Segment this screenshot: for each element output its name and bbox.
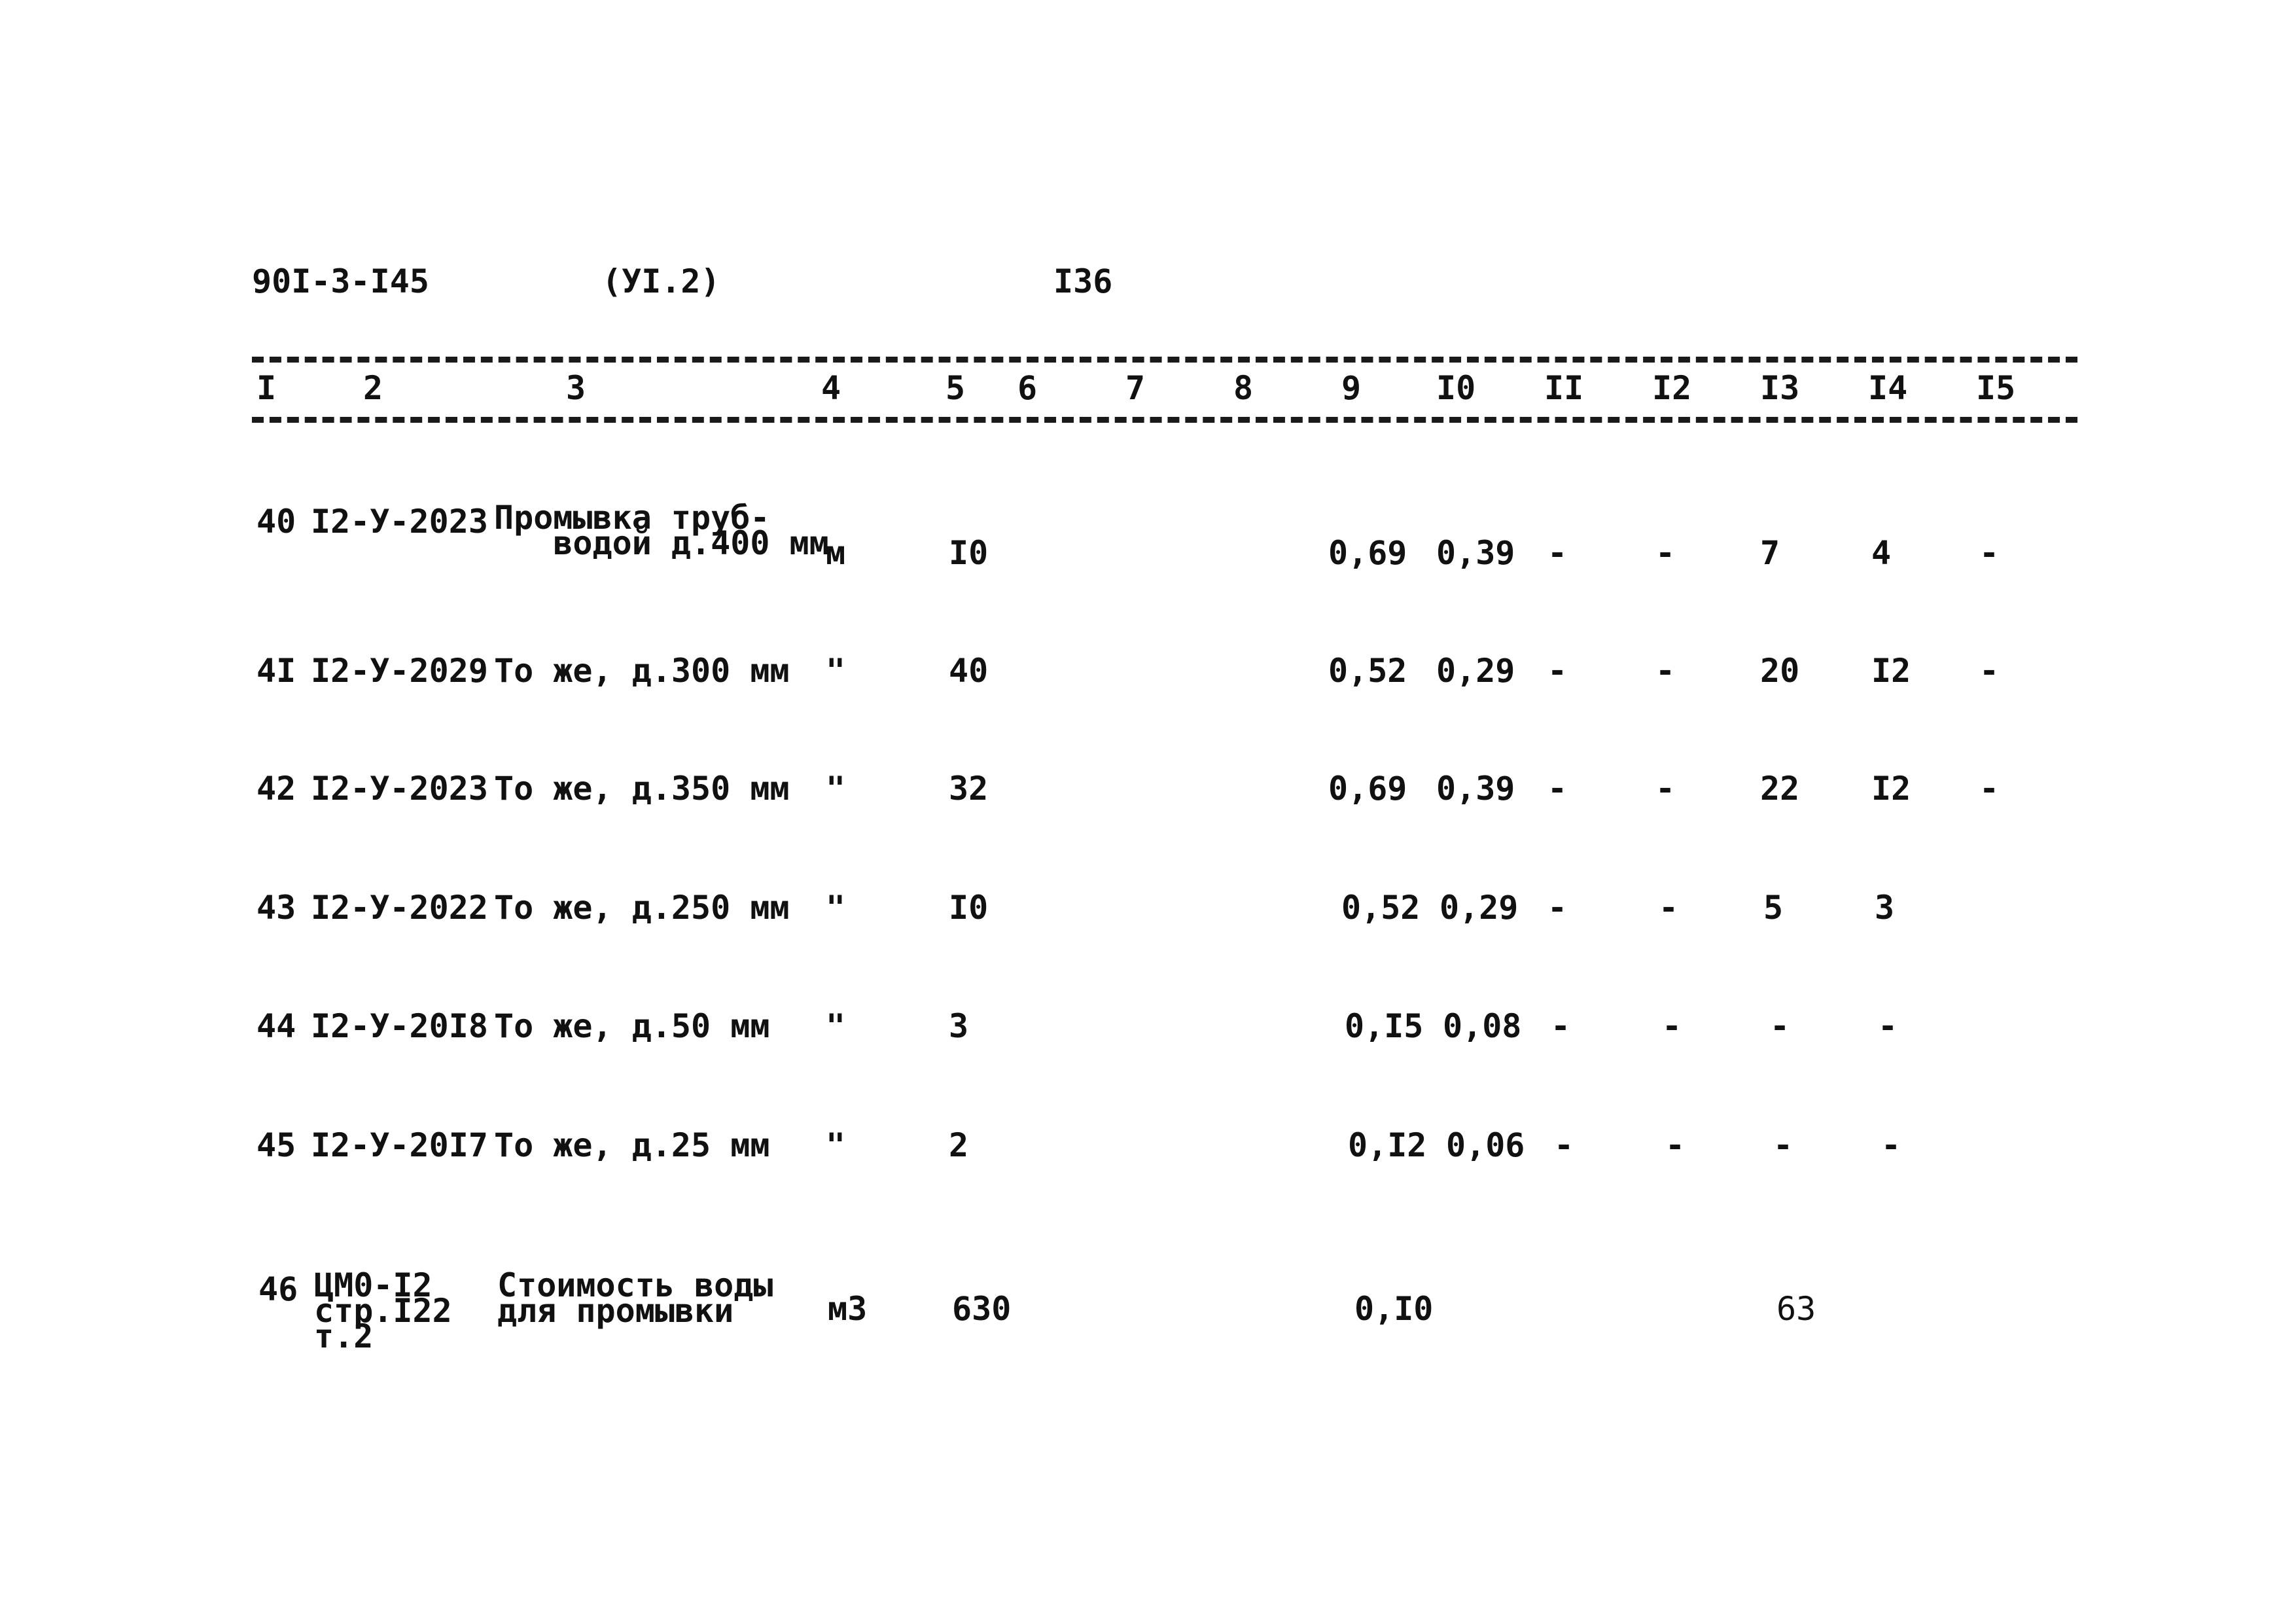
column-header: II [1544, 369, 1584, 407]
row-col13: 63 [1776, 1290, 1816, 1328]
row-col12: - [1655, 770, 1676, 808]
row-col10: 0,08 [1443, 1007, 1522, 1045]
row-col9: 0,69 [1328, 770, 1407, 808]
column-header: I2 [1652, 369, 1692, 407]
column-header: 6 [1017, 369, 1038, 407]
row-col10: 0,39 [1436, 770, 1515, 808]
row-code: I2-У-20I7 [311, 1126, 488, 1164]
row-col11: - [1547, 652, 1568, 690]
row-col9: 0,I5 [1345, 1007, 1424, 1045]
column-header: 5 [945, 369, 966, 407]
row-col13: 7 [1760, 534, 1780, 572]
row-col14: I2 [1871, 770, 1911, 808]
row-col9: 0,69 [1328, 534, 1407, 572]
row-col12: - [1662, 1007, 1682, 1045]
row-quantity: 2 [949, 1126, 969, 1164]
row-col9: 0,52 [1341, 889, 1421, 927]
row-col9: 0,52 [1328, 652, 1407, 690]
row-col11: - [1547, 770, 1568, 808]
column-header: I0 [1436, 369, 1476, 407]
row-col15: - [1979, 534, 2000, 572]
column-header: I [256, 369, 277, 407]
row-code: I2-У-20I8 [311, 1007, 488, 1045]
row-unit: м3 [828, 1290, 868, 1328]
row-code: ЦМ0-I2 стр.I22 т.2 [314, 1266, 452, 1355]
row-code: I2-У-2022 [311, 889, 488, 927]
row-col14: 4 [1871, 534, 1892, 572]
row-quantity: 3 [949, 1007, 969, 1045]
row-col11: - [1547, 534, 1568, 572]
row-code: I2-У-2023 [311, 770, 488, 808]
row-code: I2-У-2023 [311, 503, 488, 541]
row-col11: - [1547, 889, 1568, 927]
row-col13: 22 [1760, 770, 1800, 808]
row-col14: 3 [1875, 889, 1895, 927]
row-number: 45 [256, 1126, 296, 1164]
row-description: То же, д.350 мм [494, 770, 790, 808]
row-quantity: 40 [949, 652, 989, 690]
row-col14: - [1878, 1007, 1898, 1045]
column-header: 2 [363, 369, 383, 407]
header-bottom-rule [252, 417, 2077, 423]
column-header: I4 [1868, 369, 1908, 407]
row-col9: 0,I2 [1348, 1126, 1427, 1164]
column-header: 3 [566, 369, 586, 407]
row-description: То же, д.50 мм [494, 1007, 770, 1045]
row-number: 44 [256, 1007, 296, 1045]
row-col15: - [1979, 652, 2000, 690]
column-header: 9 [1341, 369, 1362, 407]
row-description: То же, д.250 мм [494, 889, 790, 927]
row-unit: м [826, 534, 846, 572]
row-unit: " [826, 1007, 846, 1045]
row-col11: - [1554, 1126, 1574, 1164]
row-unit: " [826, 1126, 846, 1164]
row-quantity: 32 [949, 770, 989, 808]
row-col12: - [1655, 534, 1676, 572]
column-header: I5 [1976, 369, 2016, 407]
document-number: 90I-3-I45 [252, 262, 429, 300]
row-col10: 0,29 [1436, 652, 1515, 690]
row-number: 42 [256, 770, 296, 808]
row-description: То же, д.25 мм [494, 1126, 770, 1164]
row-col10: 0,39 [1436, 534, 1515, 572]
header-top-rule [252, 357, 2077, 363]
row-col9: 0,I0 [1354, 1290, 1434, 1328]
column-header: 4 [821, 369, 841, 407]
row-col15: - [1979, 770, 2000, 808]
row-description: Промывка труб- водой д.400 мм [494, 499, 829, 562]
row-quantity: I0 [949, 889, 989, 927]
row-number: 43 [256, 889, 296, 927]
row-col13: - [1773, 1126, 1793, 1164]
row-col11: - [1551, 1007, 1571, 1045]
row-number: 40 [256, 503, 296, 541]
row-col10: 0,06 [1446, 1126, 1525, 1164]
row-col14: I2 [1871, 652, 1911, 690]
row-col13: - [1770, 1007, 1790, 1045]
row-col13: 5 [1763, 889, 1784, 927]
row-description: Стоимость воды для промывки [497, 1266, 773, 1330]
row-col12: - [1655, 652, 1676, 690]
row-unit: " [826, 652, 846, 690]
row-col12: - [1659, 889, 1679, 927]
row-col10: 0,29 [1439, 889, 1519, 927]
column-header: 7 [1125, 369, 1146, 407]
row-col12: - [1665, 1126, 1686, 1164]
column-header: 8 [1233, 369, 1254, 407]
row-unit: " [826, 770, 846, 808]
row-col14: - [1881, 1126, 1901, 1164]
row-number: 4I [256, 652, 296, 690]
row-quantity: 630 [952, 1290, 1012, 1328]
column-header: I3 [1760, 369, 1800, 407]
row-description: То же, д.300 мм [494, 652, 790, 690]
row-quantity: I0 [949, 534, 989, 572]
row-number: 46 [258, 1270, 298, 1308]
row-col13: 20 [1760, 652, 1800, 690]
page-number: I36 [1053, 262, 1113, 300]
row-code: I2-У-2029 [311, 652, 488, 690]
section-code: (УI.2) [602, 262, 720, 300]
row-unit: " [826, 889, 846, 927]
